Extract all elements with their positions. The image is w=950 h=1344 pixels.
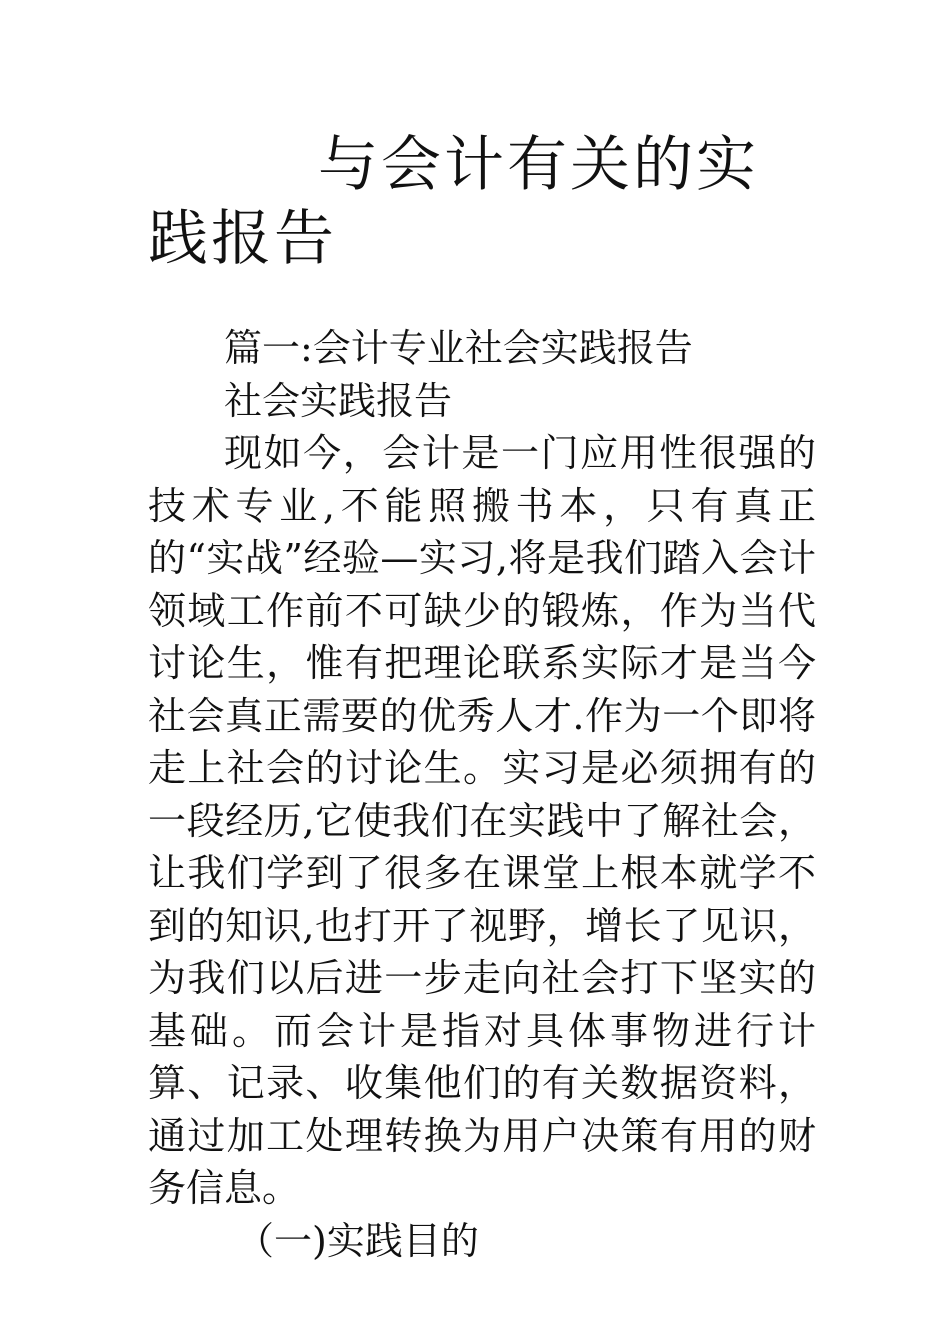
body-paragraph: 现如今，会计是一门应用性很强的技术专业,不能照搬书本，只有真正的“实战”经验—实习,将是我们踏入会计领域工作前不可缺少的锻炼，作为当代讨论生，惟有把理论联系实际才是当今社会真正需要的优秀人才.作为一个即将走上社会的讨论生。实习是必须拥有的一段经历,它使我们在实践中了解社会，让我们学到了很多在课堂上根本就学不到的知识,也打开了视野，增长了见识，为我们以后进一步走向社会打下坚实的基础。而会计是指对具体事物进行计算、记录、收集他们的有关数据资料，通过加工处理转换为用户决策有用的财务信息。 (148, 431, 816, 1210)
subheading: 社会实践报告 (224, 378, 453, 423)
subsection-heading: （一)实践目的 (236, 1218, 479, 1263)
document-title: 与会计有关的实践报告 (148, 130, 759, 274)
document-body (148, 322, 816, 1267)
section-heading: 篇一:会计专业社会实践报告 (224, 326, 693, 370)
